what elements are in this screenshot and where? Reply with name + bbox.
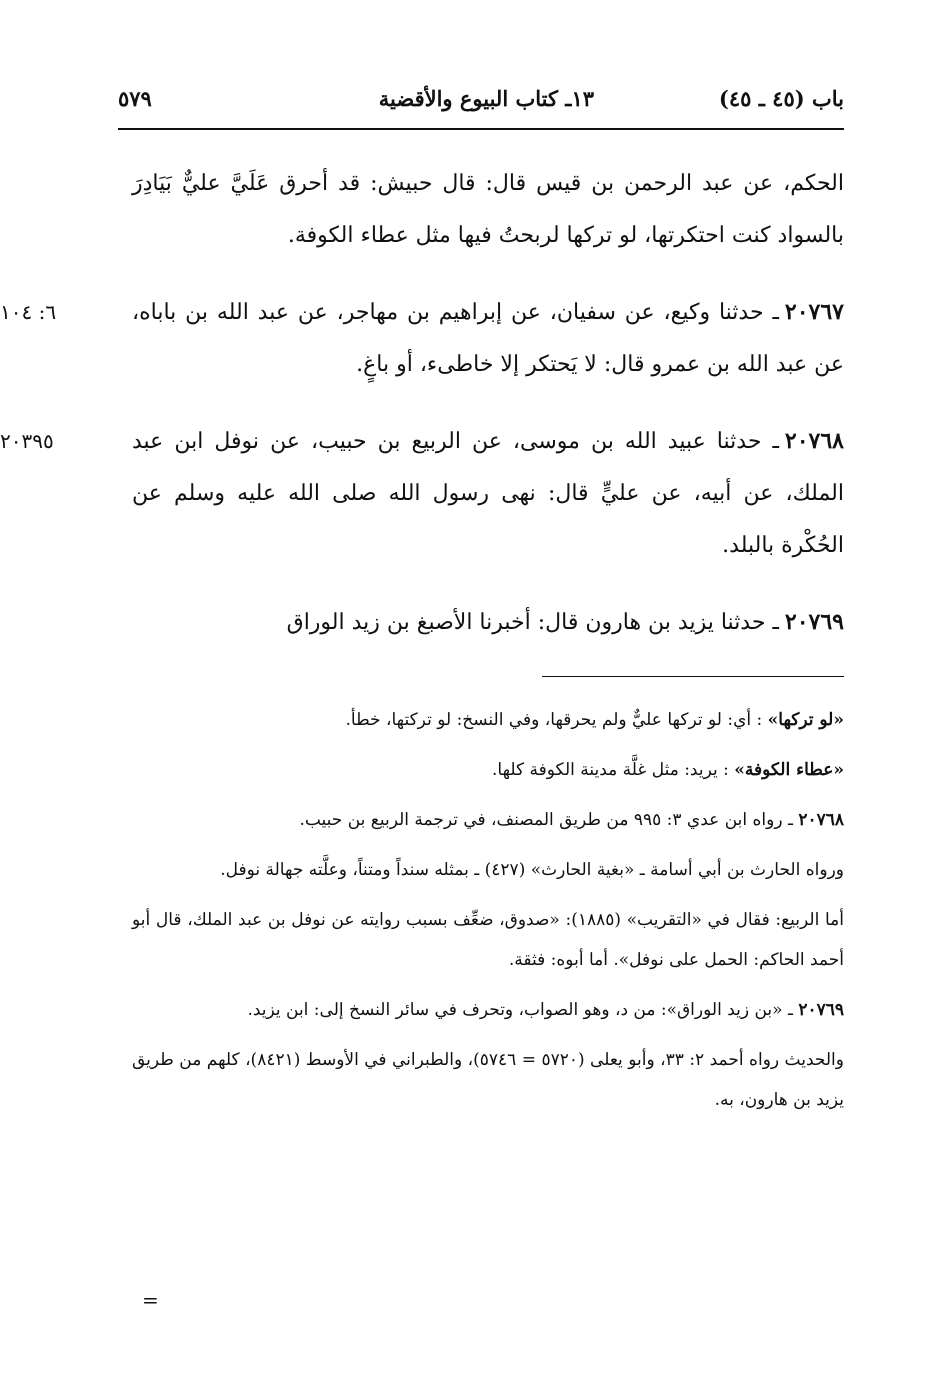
continuation-mark: = — [142, 1288, 159, 1312]
footnotes — [132, 700, 844, 1130]
intro-text: الحكم، عن عبد الرحمن بن قيس قال: قال حبيش: قد أحرق عَلَيَّ عليٌّ بَيَادِرَ بالسواد كنت احتكرتها، لو تركها لربحتُ فيها مثل عطاء الكوفة. — [132, 171, 844, 248]
footnote-text: ـ «بن زيد الوراق»: من د، وهو الصواب، وتحرف في سائر النسخ إلى: ابن يزيد. — [247, 1000, 793, 1020]
footnote-text: والحديث رواه أحمد ٢: ٣٣، وأبو يعلى (٥٧٢٠ = ٥٧٤٦)، والطبراني في الأوسط (٨٤٢١)، كلهم من طريق يزيد بن هارون، به. — [132, 1050, 844, 1110]
hadith-20769 — [132, 596, 844, 649]
footnote-divider — [542, 676, 844, 677]
footnote-text: ـ رواه ابن عدي ٣: ٩٩٥ من طريق المصنف، في ترجمة الربيع بن حبيب. — [299, 810, 793, 830]
page-number: ٥٧٩ — [118, 86, 152, 111]
header-divider — [118, 128, 844, 130]
page-header — [118, 82, 844, 122]
footnote-text: : أي: لو تركها عليٌّ ولم يحرقها، وفي النسخ: لو تركتها، خطأ. — [345, 710, 763, 730]
footnote-head: ٢٠٧٦٨ — [798, 810, 844, 830]
hadith-text: ـ حدثنا يزيد بن هارون قال: أخبرنا الأصبغ بن زيد الوراق — [286, 610, 779, 635]
footnote-head: ٢٠٧٦٩ — [798, 1000, 844, 1020]
footnote — [132, 990, 844, 1030]
footnote — [132, 750, 844, 790]
hadith-number: ٢٠٧٦٨ — [784, 428, 844, 454]
footnote — [132, 700, 844, 740]
hadith-text: ـ حدثنا وكيع، عن سفيان، عن إبراهيم بن مهاجر، عن عبد الله بن باباه، عن عبد الله بن عمرو قال: لا يَحتكر إلا خاطىء، أو باغٍ. — [132, 300, 844, 377]
hadith-text: ـ حدثنا عبيد الله بن موسى، عن الربيع بن حبيب، عن نوفل ابن عبد الملك، عن أبيه، عن عليٍّ قال: نهى رسول الله صلى الله عليه وسلم عن الحُكْرة بالبلد. — [132, 429, 844, 558]
hadith-20768 — [0, 415, 844, 572]
footnote-text: ورواه الحارث بن أبي أسامة ـ «بغية الحارث» (٤٢٧) ـ بمثله سنداً ومتناً، وعلَّته جهالة نوفل. — [220, 860, 844, 880]
footnote — [132, 850, 844, 890]
footnote — [132, 800, 844, 840]
book-title: ١٣ـ كتاب البيوع والأقضية — [378, 86, 594, 111]
footnote — [132, 1040, 844, 1120]
hadith-number: ٢٠٧٦٧ — [784, 299, 844, 325]
footnote-text: أما الربيع: فقال في «التقريب» (١٨٨٥): «صدوق، ضعِّف بسبب روايته عن نوفل بن عبد الملك، قال أبو أحمد الحاكم: الحمل على نوفل». أما أبوه: فثقة. — [132, 910, 844, 970]
footnote — [132, 900, 844, 980]
hadith-number: ٢٠٧٦٩ — [784, 609, 844, 635]
margin-reference: ٢٠٣٩٥ — [0, 429, 54, 453]
hadith-20767 — [0, 286, 844, 391]
main-text — [0, 158, 844, 673]
chapter-title: باب (٤٥ ـ ٤٥) — [718, 86, 844, 111]
intro-paragraph — [132, 158, 844, 262]
margin-reference: ٦: ١٠٤ — [0, 300, 57, 324]
footnote-head: «عطاء الكوفة» — [734, 760, 844, 780]
footnote-head: «لو تركها» — [767, 710, 844, 730]
footnote-text: : يريد: مثل غلَّة مدينة الكوفة كلها. — [491, 760, 729, 780]
